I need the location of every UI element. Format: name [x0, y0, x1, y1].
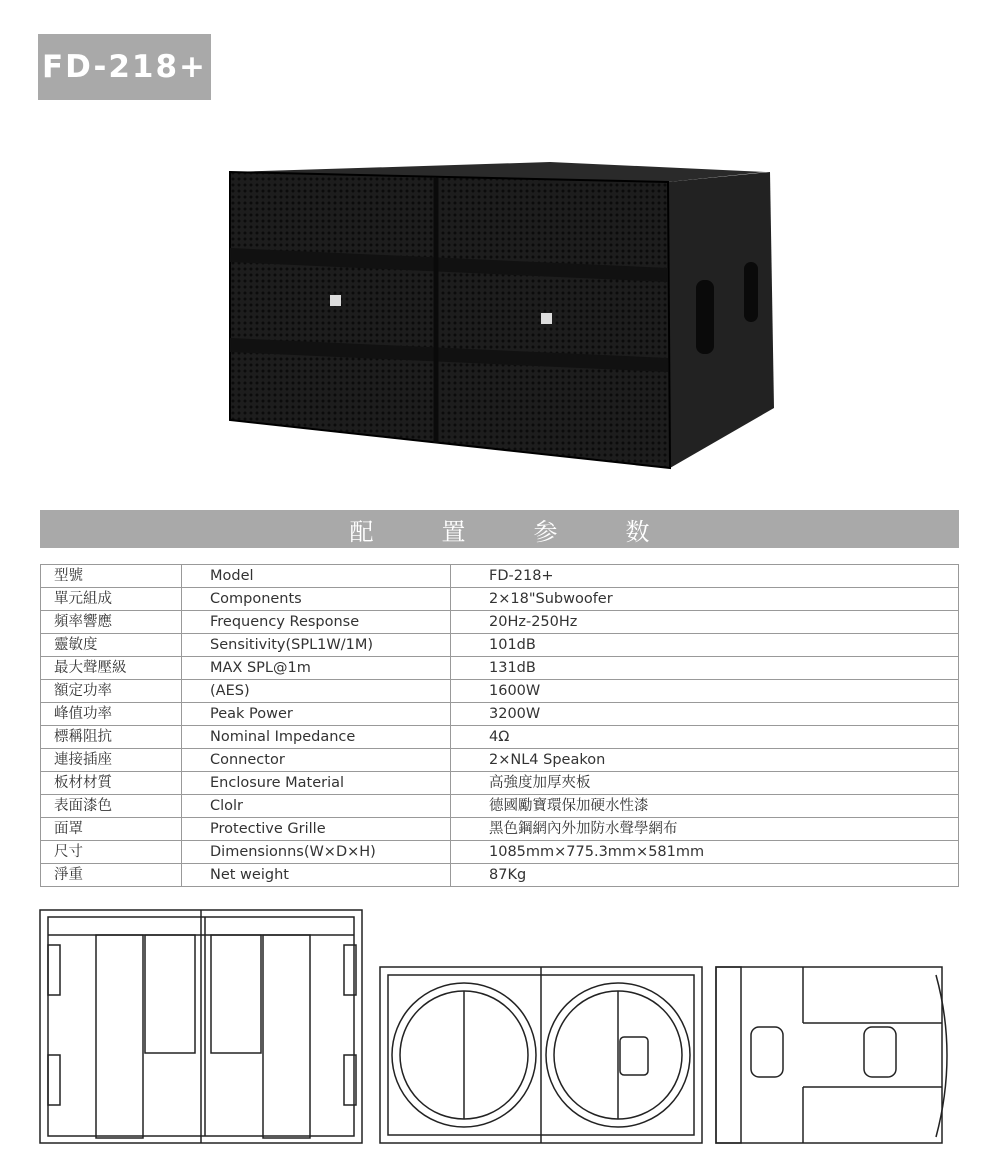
- spec-label-en: Peak Power: [182, 703, 451, 726]
- product-photo: [218, 158, 778, 480]
- spec-row: [41, 749, 959, 772]
- spec-row: [41, 634, 959, 657]
- spec-value: 德國勵寶環保加硬水性漆: [451, 795, 959, 818]
- spec-row: [41, 588, 959, 611]
- spec-label-zh: 板材材質: [41, 772, 182, 795]
- spec-row: [41, 795, 959, 818]
- top-view-drawing: [40, 910, 362, 1143]
- spec-value: 3200W: [451, 703, 959, 726]
- spec-label-en: Dimensionns(W×D×H): [182, 841, 451, 864]
- spec-label-zh: 額定功率: [41, 680, 182, 703]
- spec-value: 2×18"Subwoofer: [451, 588, 959, 611]
- spec-label-en: (AES): [182, 680, 451, 703]
- spec-row: [41, 864, 959, 887]
- spec-value: 87Kg: [451, 864, 959, 887]
- front-view-drawing: [380, 967, 702, 1143]
- spec-label-zh: 最大聲壓級: [41, 657, 182, 680]
- spec-label-zh: 連接插座: [41, 749, 182, 772]
- spec-label-zh: 面罩: [41, 818, 182, 841]
- side-view-drawing: [716, 967, 947, 1143]
- spec-label-zh: 型號: [41, 565, 182, 588]
- model-badge: FD-218+: [38, 34, 211, 100]
- spec-label-zh: 單元組成: [41, 588, 182, 611]
- spec-value: FD-218+: [451, 565, 959, 588]
- spec-value: 高強度加厚夾板: [451, 772, 959, 795]
- spec-row: [41, 680, 959, 703]
- spec-label-en: Model: [182, 565, 451, 588]
- section-title: 配置参数: [349, 517, 718, 546]
- spec-label-en: Sensitivity(SPL1W/1M): [182, 634, 451, 657]
- spec-label-en: Connector: [182, 749, 451, 772]
- spec-label-zh: 靈敏度: [41, 634, 182, 657]
- spec-label-en: Clolr: [182, 795, 451, 818]
- spec-value: 131dB: [451, 657, 959, 680]
- spec-value: 黑色鋼網內外加防水聲學網布: [451, 818, 959, 841]
- spec-label-zh: 淨重: [41, 864, 182, 887]
- spec-label-en: Frequency Response: [182, 611, 451, 634]
- spec-value: 1085mm×775.3mm×581mm: [451, 841, 959, 864]
- spec-row: [41, 703, 959, 726]
- spec-row: [41, 841, 959, 864]
- technical-drawings: [38, 905, 963, 1150]
- spec-label-en: Components: [182, 588, 451, 611]
- spec-row: [41, 565, 959, 588]
- spec-label-en: Enclosure Material: [182, 772, 451, 795]
- spec-section-header: [40, 510, 959, 548]
- spec-row: [41, 611, 959, 634]
- spec-label-zh: 頻率響應: [41, 611, 182, 634]
- spec-label-en: Nominal Impedance: [182, 726, 451, 749]
- spec-row: [41, 726, 959, 749]
- spec-row: [41, 818, 959, 841]
- spec-label-zh: 尺寸: [41, 841, 182, 864]
- spec-label-en: Net weight: [182, 864, 451, 887]
- spec-label-zh: 峰值功率: [41, 703, 182, 726]
- spec-label-zh: 標稱阻抗: [41, 726, 182, 749]
- spec-value: 2×NL4 Speakon: [451, 749, 959, 772]
- spec-label-en: Protective Grille: [182, 818, 451, 841]
- spec-label-zh: 表面漆色: [41, 795, 182, 818]
- spec-table: [40, 564, 959, 887]
- spec-value: 20Hz-250Hz: [451, 611, 959, 634]
- spec-value: 101dB: [451, 634, 959, 657]
- spec-value: 1600W: [451, 680, 959, 703]
- spec-row: [41, 772, 959, 795]
- spec-row: [41, 657, 959, 680]
- spec-value: 4Ω: [451, 726, 959, 749]
- spec-label-en: MAX SPL@1m: [182, 657, 451, 680]
